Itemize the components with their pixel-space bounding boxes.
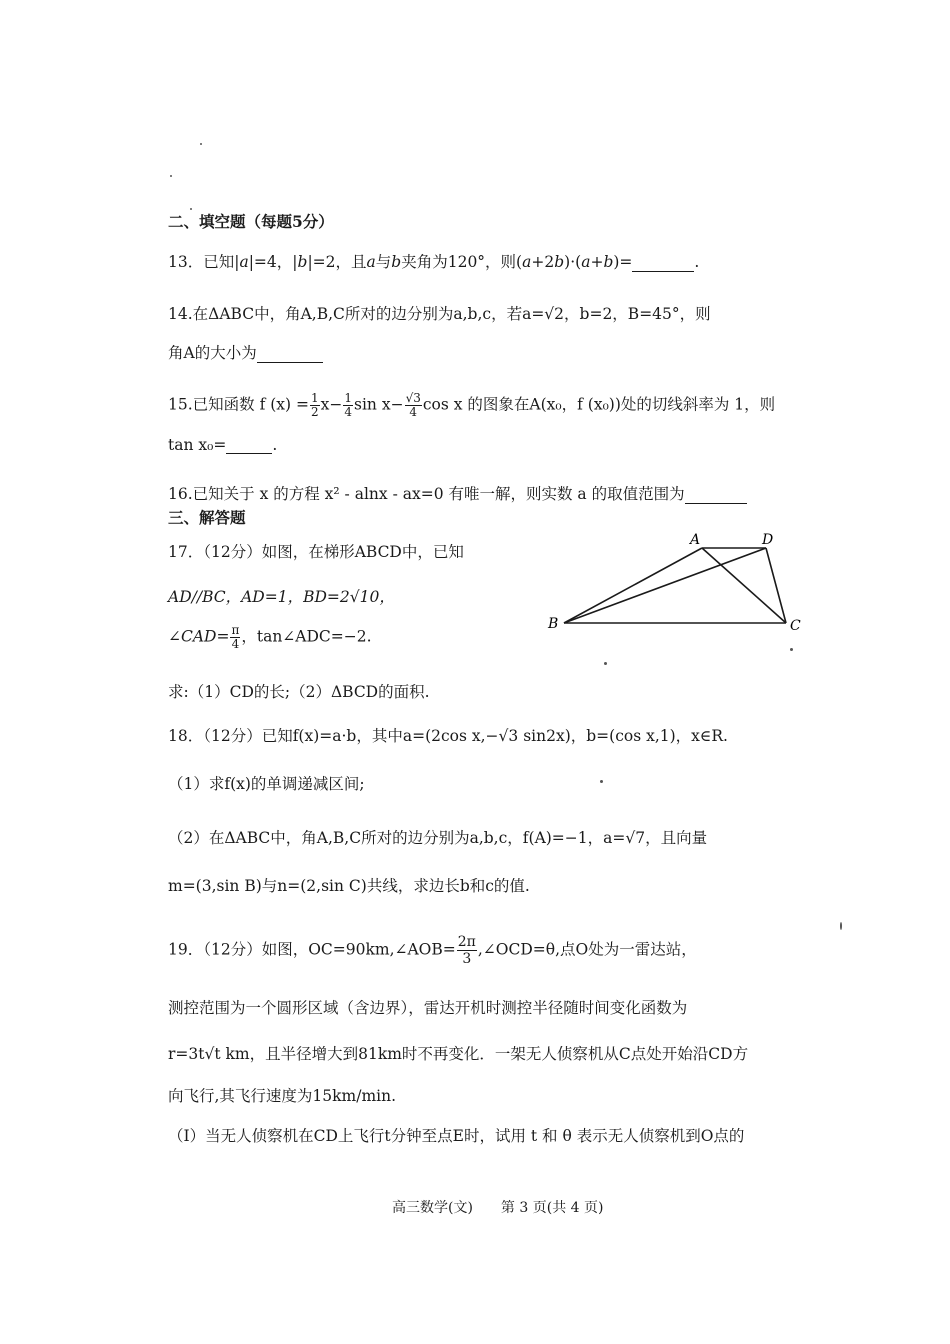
question-17-line-4: 求:（1）CD的长;（2）ΔBCD的面积.: [168, 683, 430, 701]
question-19-line-5: （I）当无人侦察机在CD上飞行t分钟至点E时，试用 t 和 θ 表示无人侦察机到O点的: [168, 1127, 745, 1145]
answer-blank: [226, 453, 272, 454]
question-15-line-2: tan x₀= .: [168, 436, 278, 454]
vertex-label-b: B: [548, 616, 559, 632]
question-18-line-3: （2）在ΔABC中，角A,B,C所对的边分别为a,b,c，f(A)=−1，a=√7，且向量: [168, 829, 708, 847]
section-heading: 三、解答题: [168, 508, 246, 527]
question-14-line-2: 角A的大小为: [168, 341, 323, 363]
diagonal-ac: [702, 548, 786, 623]
question-19-line-2: 测控范围为一个圆形区域（含边界），雷达开机时测控半径随时间变化函数为: [168, 999, 688, 1017]
vertex-label-a: A: [690, 532, 701, 548]
fraction: $\frac{1}{4}$: [344, 391, 353, 419]
question-18-line-4: m=(3,sin B)与n=(2,sin C)共线，求边长b和c的值.: [168, 877, 530, 895]
question-13: 13．已知|a|=4，|b|=2，且a与b夹角为120°，则(a+2b)·(a+b)= .: [168, 253, 700, 271]
page-footer: 高三数学(文) 第 3 页(共 4 页): [392, 1200, 604, 1216]
scan-speck: [200, 143, 202, 145]
answer-blank: [685, 503, 747, 504]
edge-cd: [766, 548, 786, 623]
question-19-line-4: 向飞行,其飞行速度为15km/min.: [168, 1087, 397, 1105]
vertex-label-c: C: [790, 618, 801, 634]
question-16: 16.已知关于 x 的方程 x² - alnx - ax=0 有唯一解，则实数 a 的取值范围为: [168, 482, 747, 504]
section-heading: 二、填空题（每题5分）: [168, 212, 334, 231]
answer-blank: [257, 362, 323, 363]
scan-speck: [600, 780, 603, 783]
question-15-line-1: 15.已知函数 f (x) = $\frac{1}{2}$ x− $\frac{1}{4}$ sin x− $\frac{√3}{4}$ cos x 的图象在A(x₀，f (x₀))处的切线斜率为 1，则: [168, 391, 776, 419]
edge-ab: [564, 548, 702, 623]
trapezoid-figure: [540, 528, 820, 648]
fraction: $\frac{1}{2}$: [311, 391, 319, 419]
scan-speck: [790, 648, 793, 651]
scan-speck: [840, 922, 842, 930]
question-14-line-1: 14.在ΔABC中，角A,B,C所对的边分别为a,b,c，若a=√2，b=2，B=45°，则: [168, 305, 711, 323]
question-19-line-3: r=3t√t km，且半径增大到81km时不再变化．一架无人侦察机从C点处开始沿CD方: [168, 1045, 749, 1063]
question-18-line-1: 18．（12分）已知f(x)=a·b，其中a=(2cos x,−√3 sin2x)，b=(cos x,1)，x∈R.: [168, 727, 728, 745]
question-17-line-2: AD//BC，AD=1，BD=2√10，: [168, 588, 395, 606]
scan-speck: [170, 175, 172, 177]
question-19-line-1: 19．（12分）如图，OC=90km,∠AOB= $\frac{2\pi}{3}$ ,∠OCD=θ,点O处为一雷达站，: [168, 934, 697, 967]
question-18-line-2: （1）求f(x)的单调递减区间;: [168, 775, 365, 793]
scan-speck: [604, 662, 607, 665]
fraction: $\frac{\pi}{4}$: [231, 623, 240, 651]
diagonal-bd: [564, 548, 766, 623]
question-17-line-3: ∠CAD= $\frac{\pi}{4}$ ，tan∠ADC=−2.: [168, 623, 372, 651]
question-17-line-1: 17．（12分）如图，在梯形ABCD中，已知: [168, 543, 464, 561]
fraction: $\frac{2\pi}{3}$: [457, 934, 476, 967]
fraction: $\frac{√3}{4}$: [405, 391, 421, 419]
answer-blank: [632, 271, 694, 272]
vertex-label-d: D: [762, 532, 774, 548]
